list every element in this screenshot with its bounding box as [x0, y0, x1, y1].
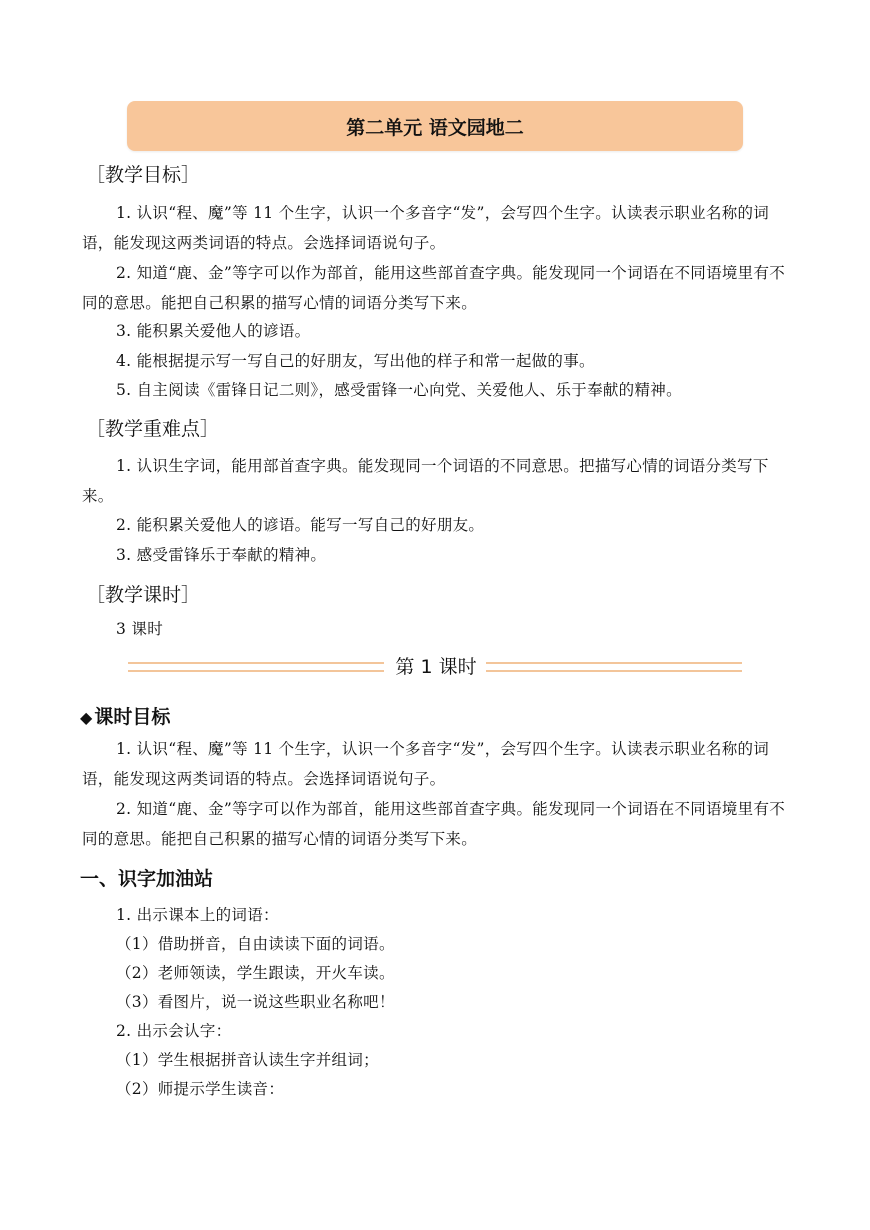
step-2: 2. 出示会认字： [116, 1022, 232, 1040]
objective-item-5: 5. 自主阅读《雷锋日记二则》，感受雷锋一心向党、关爱他人、乐于奉献的精神。 [116, 381, 682, 399]
key-points-heading: ［教学重难点］ [86, 418, 220, 440]
divider-left-upper [128, 662, 384, 664]
lesson-goal-1: 1. 认识“程、魔”等 11 个生字，认识一个多音字“发”，会写四个生字。认读表示职业名称的词语，能发现这两类词语的特点。会选择词语说句子。 [82, 740, 770, 788]
key-point-item-3: 3. 感受雷锋乐于奉献的精神。 [116, 546, 327, 564]
step-1: 1. 出示课本上的词语： [116, 906, 279, 924]
part1-heading: 一、识字加油站 [80, 868, 214, 890]
diamond-bullet-icon: ◆ [80, 708, 93, 727]
lesson-title: 第 1 课时 [395, 656, 477, 678]
step-1-1: （1）借助拼音，自由读读下面的词语。 [116, 935, 395, 953]
divider-right-lower [486, 670, 742, 672]
step-2-1: （1）学生根据拼音认读生字并组词； [116, 1051, 379, 1069]
objectives-heading: ［教学目标］ [86, 164, 201, 186]
unit-title: 第二单元 语文园地二 [346, 116, 524, 139]
unit-title-banner [127, 101, 743, 151]
step-2-2: （2）师提示学生读音： [116, 1080, 285, 1098]
lesson-goal-heading [80, 702, 170, 729]
divider-right-upper [486, 662, 742, 664]
objective-item-1: 1. 认识“程、魔”等 11 个生字，认识一个多音字“发”，会写四个生字。认读表示职业名称的词语，能发现这两类词语的特点。会选择词语说句子。 [82, 204, 770, 252]
step-1-3: （3）看图片，说一说这些职业名称吧！ [116, 993, 395, 1011]
objective-item-2: 2. 知道“鹿、金”等字可以作为部首，能用这些部首查字典。能发现同一个词语在不同语境里有不同的意思。能把自己积累的描写心情的词语分类写下来。 [82, 264, 786, 312]
key-point-item-1: 1. 认识生字词，能用部首查字典。能发现同一个词语的不同意思。把描写心情的词语分类写下来。 [82, 457, 769, 505]
periods-value: 3 课时 [116, 620, 163, 638]
periods-heading: ［教学课时］ [86, 584, 201, 606]
step-1-2: （2）老师领读，学生跟读，开火车读。 [116, 964, 395, 982]
objective-item-4: 4. 能根据提示写一写自己的好朋友，写出他的样子和常一起做的事。 [116, 352, 595, 370]
lesson-goal-2: 2. 知道“鹿、金”等字可以作为部首，能用这些部首查字典。能发现同一个词语在不同语境里有不同的意思。能把自己积累的描写心情的词语分类写下来。 [82, 800, 786, 848]
lesson-goal-heading-text: 课时目标 [94, 706, 171, 728]
key-point-item-2: 2. 能积累关爱他人的谚语。能写一写自己的好朋友。 [116, 516, 485, 534]
objective-item-3: 3. 能积累关爱他人的谚语。 [116, 322, 311, 340]
divider-left-lower [128, 670, 384, 672]
